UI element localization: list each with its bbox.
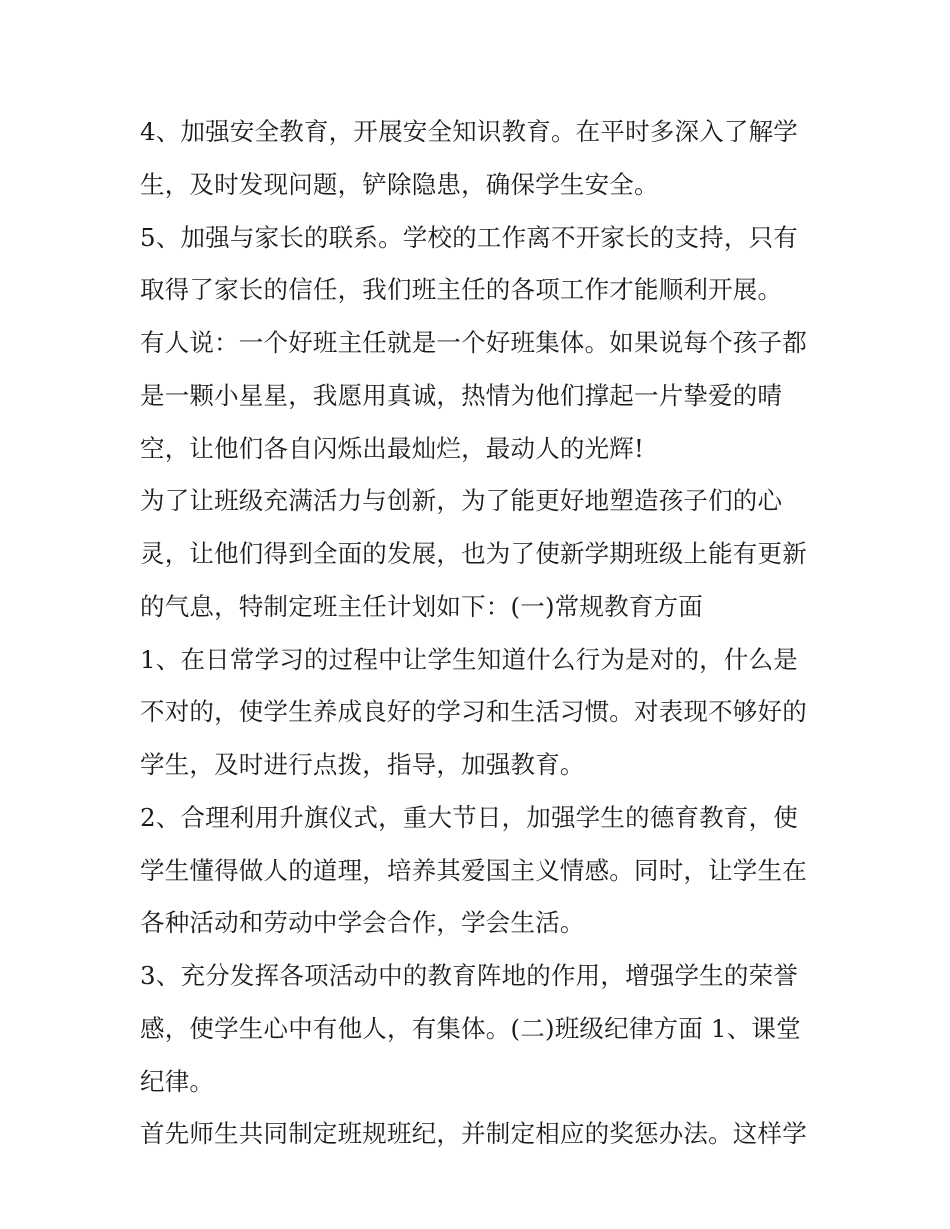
text-line: 感，使学生心中有他人，有集体。(二)班级纪律方面 1、课堂 <box>140 1013 801 1043</box>
text-line: 2、合理利用升旗仪式，重大节日，加强学生的德育教育，使 <box>140 802 798 832</box>
text-line: 5、加强与家长的联系。学校的工作离不开家长的支持，只有 <box>140 222 798 252</box>
text-line: 空，让他们各自闪烁出最灿烂，最动人的光辉! <box>140 433 645 463</box>
text-line: 生，及时发现问题，铲除隐患，确保学生安全。 <box>140 169 659 199</box>
document-body <box>140 106 820 1161</box>
text-line: 的气息，特制定班主任计划如下：(一)常规教育方面 <box>140 591 703 621</box>
text-line: 学生懂得做人的道理，培养其爱国主义情感。同时，让学生在 <box>140 855 807 885</box>
text-line: 取得了家长的信任，我们班主任的各项工作才能顺利开展。 <box>140 275 783 305</box>
text-line: 首先师生共同制定班规班纪，并制定相应的奖惩办法。这样学 <box>140 1119 807 1149</box>
text-line: 为了让班级充满活力与创新，为了能更好地塑造孩子们的心 <box>140 486 783 516</box>
text-line: 各种活动和劳动中学会合作，学会生活。 <box>140 908 585 938</box>
text-line: 是一颗小星星，我愿用真诚，热情为他们撑起一片挚爱的晴 <box>140 380 783 410</box>
text-line: 4、加强安全教育，开展安全知识教育。在平时多深入了解学 <box>140 117 798 146</box>
text-line: 3、充分发挥各项活动中的教育阵地的作用，增强学生的荣誉 <box>140 961 798 990</box>
text-line: 有人说：一个好班主任就是一个好班集体。如果说每个孩子都 <box>140 328 807 357</box>
text-line: 不对的，使学生养成良好的学习和生活习惯。对表现不够好的 <box>140 697 807 727</box>
text-line: 灵，让他们得到全面的发展，也为了使新学期班级上能有更新 <box>140 539 807 568</box>
text-line: 1、在日常学习的过程中让学生知道什么行为是对的，什么是 <box>140 644 798 674</box>
text-line: 纪律。 <box>140 1066 215 1096</box>
text-line: 学生，及时进行点拨，指导，加强教育。 <box>140 750 585 779</box>
